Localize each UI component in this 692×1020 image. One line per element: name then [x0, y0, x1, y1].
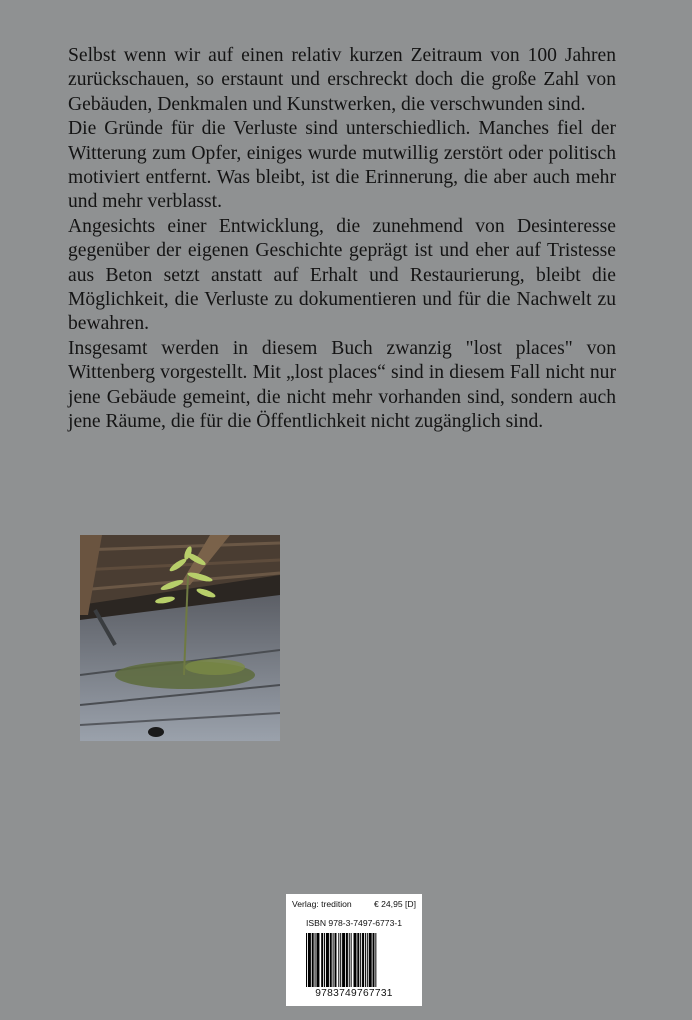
barcode-bar [349, 933, 350, 987]
isbn-text: ISBN 978-3-7497-6773-1 [305, 918, 403, 928]
barcode-bar [342, 933, 345, 987]
barcode-bar [357, 933, 359, 987]
barcode-bar [326, 933, 329, 987]
barcode-bar [312, 933, 314, 987]
barcode-bar [351, 933, 352, 987]
publisher-text: Verlag: tredition [292, 899, 352, 909]
barcode-bar [367, 933, 368, 987]
barcode-bar [308, 933, 311, 987]
barcode-bar [365, 933, 366, 987]
barcode-bar [306, 933, 307, 987]
publisher-price-line [292, 899, 416, 910]
barcode-bar [335, 933, 337, 987]
barcode-bar [354, 933, 357, 987]
cover-photo-attic-sapling [80, 535, 280, 741]
barcode-bar [316, 933, 319, 987]
barcode-bar [321, 933, 323, 987]
paragraph-1: Selbst wenn wir auf einen relativ kurzen Zeitraum von 100 Jahren zurückschauen, so erstaunt und erschreckt doch die große Zahl von Gebäuden, Denkmalen und Kunstwerken, die verschwunden sind. [68, 45, 616, 115]
barcode-bar [315, 933, 316, 987]
paragraph-3: Angesichts einer Entwicklung, die zunehmend von Desinteresse gegenüber der eigenen Geschichte geprägt ist und eher auf Tristesse aus Beton setzt anstatt auf Erhalt und Restaurierung, bleibt die Möglichkeit, die Verluste zu dokumentieren und für die Nachwelt zu bewahren. [68, 215, 616, 335]
paragraph-2: Die Gründe für die Verluste sind unterschiedlich. Manches fiel der Witterung zum Opfer, einiges wurde mutwillig zerstört oder politisch motiviert entfernt. Was bleibt, ist die Erinnerung, die aber auch mehr und mehr verblasst. [68, 118, 616, 213]
isbn-barcode-label [286, 894, 422, 1006]
price-text: € 24,95 [D] [373, 899, 416, 909]
barcode-bar [375, 933, 376, 987]
barcode-bar [373, 933, 375, 987]
back-cover-text [68, 44, 616, 435]
barcode-bar [369, 933, 372, 987]
barcode-digits: 9783749767731 [315, 988, 393, 999]
barcode-bar [330, 933, 332, 987]
barcode-bar [362, 933, 364, 987]
barcode-bars [305, 933, 403, 987]
barcode-bar [360, 933, 361, 987]
barcode-bar [333, 933, 334, 987]
barcode-bar [338, 933, 339, 987]
barcode-bar [324, 933, 325, 987]
barcode-bar [346, 933, 348, 987]
paragraph-4: Insgesamt werden in diesem Buch zwanzig "lost places" von Wittenberg vorgestellt. Mit „lost places“ sind in diesem Fall nicht nur jene Gebäude gemeint, die nicht mehr vorhanden sind, sondern auch jene Räume, die für die Öffentlichkeit nicht zugänglich sind. [68, 337, 616, 433]
barcode-bar [340, 933, 341, 987]
